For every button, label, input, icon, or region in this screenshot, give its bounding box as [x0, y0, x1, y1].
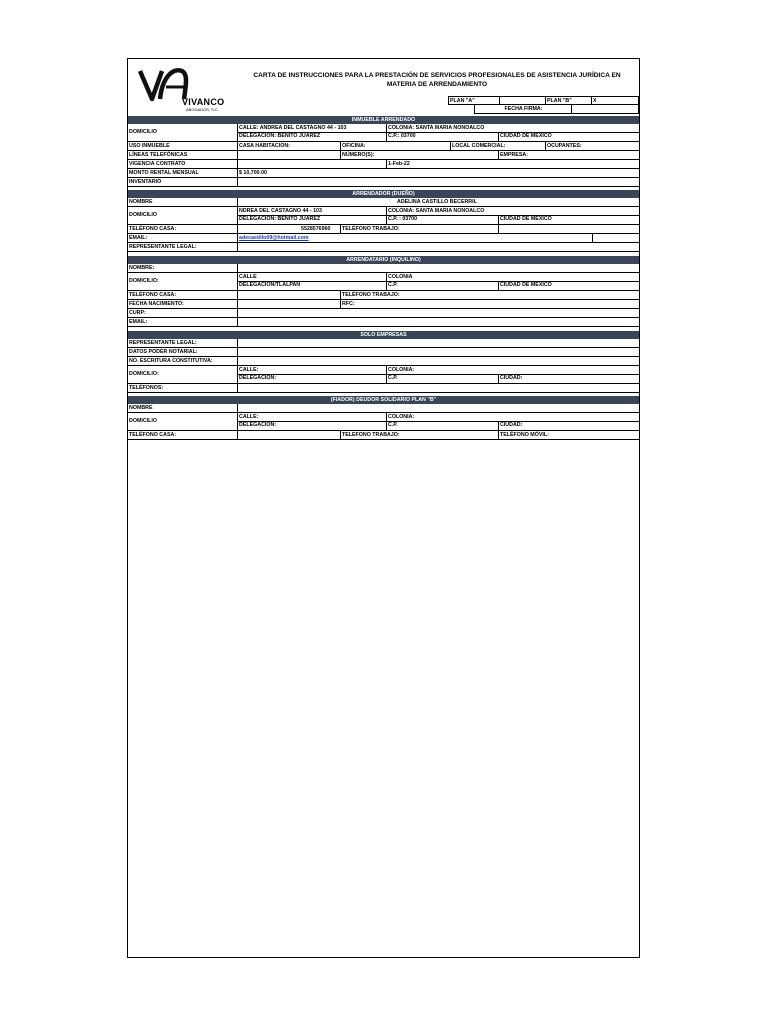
casa-habitacion-field[interactable]: CASA HABITACION:	[239, 143, 290, 149]
fiador-tel-casa-label: TELÉFONO CASA:	[129, 432, 177, 438]
arrendador-cp[interactable]: C.P. : 03700	[388, 216, 418, 222]
inmueble-ciudad[interactable]: CIUDAD DE MEXICO	[500, 133, 552, 139]
numero-field[interactable]: NÚMERO(S):	[342, 152, 375, 158]
fiador-colonia[interactable]: COLONIA:	[388, 414, 415, 420]
arrendatario-tel-trabajo[interactable]: TELÉFONO TRABAJO:	[342, 292, 400, 298]
empresas-delegacion[interactable]: DELEGACIÓN:	[239, 375, 277, 381]
lineas-label: LÍNEAS TELEFÓNICAS	[129, 152, 188, 158]
fiador-nombre-label: NOMBRE	[129, 405, 153, 411]
fiador-domicilio-row	[128, 413, 639, 431]
section-inmueble: INMUEBLE ARRENDADO	[128, 116, 639, 124]
plan-a-label: PLAN "A"	[448, 96, 500, 105]
arrendador-tel-casa-label: TELÉFONO CASA:	[129, 226, 177, 232]
inventario-row	[128, 178, 639, 187]
arrendador-tel-trabajo[interactable]: TELÉFONO TRABAJO:	[342, 226, 400, 232]
plan-table	[448, 96, 639, 116]
empresas-telefonos-row	[128, 384, 639, 393]
arrendador-rep-row	[128, 243, 639, 252]
arrendador-rep-label: REPRESENTANTE LEGAL:	[129, 244, 197, 250]
arrendatario-nombre-label: NOMBRE:	[129, 265, 155, 271]
arrendador-nombre-row	[128, 198, 639, 207]
arrendatario-fecha-row	[128, 300, 639, 309]
plan-a-value[interactable]	[500, 96, 546, 105]
fecha-firma-value[interactable]	[572, 105, 639, 114]
title-line-1: CARTA DE INSTRUCCIONES PARA LA PRESTACIÓN DE SERVICIOS PROFESIONALES DE ASISTENCIA JURÍDICA EN	[253, 72, 621, 79]
empresas-domicilio-label: DOMICILIO:	[129, 371, 159, 377]
empresas-domicilio-row	[128, 366, 639, 384]
empresas-poder-row	[128, 348, 639, 357]
section-arrendador: ARRENDADOR (DUEÑO)	[128, 190, 639, 198]
plan-b-mark[interactable]: X	[592, 96, 639, 105]
monto-row	[128, 169, 639, 178]
arrendador-tel-casa-value[interactable]: 5528576960	[301, 226, 331, 232]
arrendador-nombre-label: NOMBRE	[129, 199, 153, 205]
form-page	[127, 58, 640, 958]
vigencia-value[interactable]: 1-Feb-22	[388, 161, 410, 167]
brand-name: VIVANCO	[182, 97, 225, 107]
local-comercial-field[interactable]: LOCAL COMERCIAL:	[452, 143, 506, 149]
ocupantes-field[interactable]: OCUPANTES:	[547, 143, 582, 149]
title-line-2: MATERIA DE ARRENDAMIENTO	[386, 81, 488, 88]
arrendador-delegacion[interactable]: DELEGACION: BENITO JUAREZ	[239, 216, 321, 222]
arrendatario-nombre-row	[128, 264, 639, 273]
arrendatario-ciudad[interactable]: CIUDAD DE MEXICO	[500, 282, 552, 288]
monto-value[interactable]: $ 10,700.00	[239, 170, 267, 176]
arrendatario-domicilio-label: DOMICILIO:	[129, 278, 159, 284]
inmueble-calle[interactable]: CALLE: ANDREA DEL CASTAGNO 44 - 103	[239, 125, 347, 131]
uso-inmueble-label: USO INMUEBLE	[129, 143, 170, 149]
arrendador-domicilio-row	[128, 207, 639, 225]
inmueble-colonia[interactable]: COLONIA: SANTA MARIA NONOALCO	[388, 125, 485, 131]
inmueble-uso-row	[128, 142, 639, 151]
plan-b-label: PLAN "B"	[546, 96, 592, 105]
inmueble-domicilio-label: DOMICILIO	[129, 129, 157, 135]
arrendador-email-row	[128, 234, 639, 243]
empresas-colonia[interactable]: COLONIA:	[388, 367, 415, 373]
arrendatario-curp-label: CURP:	[129, 310, 146, 316]
fiador-nombre-row	[128, 404, 639, 413]
oficina-field[interactable]: OFICINA:	[342, 143, 366, 149]
inventario-label: INVENTARIO	[129, 179, 162, 185]
fiador-domicilio-label: DOMICILIO	[129, 418, 157, 424]
fiador-calle[interactable]: CALLE:	[239, 414, 259, 420]
arrendatario-delegacion[interactable]: DELEGACION/TLALPAN	[239, 282, 301, 288]
empresas-telefonos-label: TELÉFONOS:	[129, 385, 164, 391]
form-title	[232, 71, 642, 89]
inmueble-cp[interactable]: C.P.: 03700	[388, 133, 416, 139]
empresas-ciudad[interactable]: CIUDAD:	[500, 375, 523, 381]
fiador-ciudad[interactable]: CIUDAD:	[500, 422, 523, 428]
arrendatario-colonia[interactable]: COLONIA	[388, 274, 413, 280]
empresas-escritura-row	[128, 357, 639, 366]
vigencia-row	[128, 160, 639, 169]
arrendatario-cp[interactable]: C.P.	[388, 282, 398, 288]
empresas-escritura-label: NO. ESCRITURA CONSTITUTIVA:	[129, 358, 213, 364]
fiador-tel-movil[interactable]: TELÉFONO MÓVIL:	[500, 432, 549, 438]
inmueble-domicilio-row	[128, 124, 639, 142]
empresas-poder-label: DATOS PODER NOTARIAL:	[129, 349, 198, 355]
vigencia-label: VIGENCIA CONTRATO	[129, 161, 186, 167]
vivanco-logo	[136, 65, 228, 113]
brand-subtitle: ABOGADOS, S.C.	[186, 107, 219, 112]
fiador-cp[interactable]: C.P.	[388, 422, 398, 428]
arrendatario-tel-row	[128, 291, 639, 300]
section-empresas: SOLO EMPRESAS	[128, 331, 639, 339]
empresa-field[interactable]: EMPRESA:	[500, 152, 528, 158]
arrendador-domicilio-label: DOMICILIO	[129, 212, 157, 218]
lineas-row	[128, 151, 639, 160]
empresas-rep-label: REPRESENTANTE LEGAL:	[129, 340, 197, 346]
section-fiador: (FIADOR) DEUDOR SOLIDARIO PLAN "B"	[128, 396, 639, 404]
arrendatario-domicilio-row	[128, 273, 639, 291]
fiador-tel-trabajo[interactable]: TELEFONO TRABAJO:	[342, 432, 400, 438]
arrendatario-calle[interactable]: CALLE	[239, 274, 257, 280]
arrendatario-curp-row	[128, 309, 639, 318]
empresas-cp[interactable]: C.P.	[388, 375, 398, 381]
arrendatario-fecha-label: FECHA NACIMIENTO:	[129, 301, 184, 307]
arrendador-nombre-value[interactable]: ADELINA CASTILLO BECERRIL	[397, 199, 477, 205]
arrendatario-rfc[interactable]: RFC:	[342, 301, 355, 307]
arrendador-ciudad[interactable]: CIUDAD DE MEXICO	[500, 216, 552, 222]
arrendador-telefono-row	[128, 225, 639, 234]
empresas-rep-row	[128, 339, 639, 348]
arrendatario-email-row	[128, 318, 639, 327]
arrendador-email-label: EMAIL:	[129, 235, 148, 241]
empresas-calle[interactable]: CALLE:	[239, 367, 259, 373]
fiador-delegacion[interactable]: DELEGACIÓN:	[239, 422, 277, 428]
monto-label: MONTO RENTAL MENSUAL	[129, 170, 199, 176]
arrendador-calle[interactable]: NDREA DEL CASTAGNO 44 - 103	[239, 208, 322, 214]
fecha-firma-label: FECHA FIRMA:	[474, 105, 572, 114]
arrendatario-email-label: EMAIL:	[129, 319, 148, 325]
inmueble-delegacion[interactable]: DELEGACION: BENITO JUAREZ	[239, 133, 321, 139]
arrendador-colonia[interactable]: COLONIA: SANTA MARIA NONOALCO	[388, 208, 485, 214]
arrendatario-tel-casa-label: TELÉFONO CASA:	[129, 292, 177, 298]
section-arrendatario: ARRENDATARIO (INQUILINO)	[128, 256, 639, 264]
fiador-tel-row	[128, 431, 639, 440]
arrendador-email-link[interactable]: adecastillo09@hotmail.com	[239, 235, 309, 241]
